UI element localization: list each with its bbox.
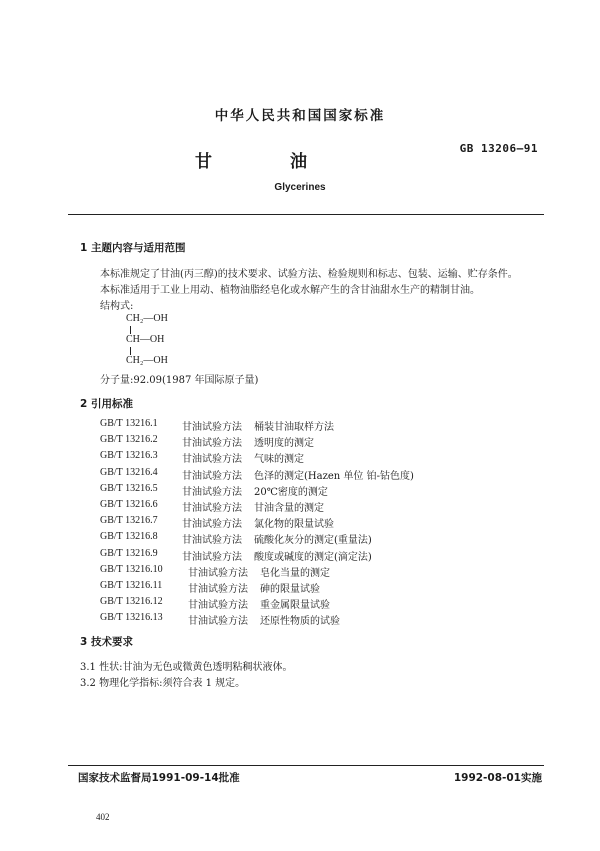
reference-method: 甘油试验方法 <box>182 503 242 514</box>
reference-item <box>100 499 520 513</box>
reference-method: 甘油试验方法 <box>182 551 242 563</box>
reference-name: 色泽的测定(Hazen 单位 铂-钴色度) <box>254 470 414 482</box>
reference-item <box>100 483 520 497</box>
structure-label: 结构式: <box>100 301 134 312</box>
reference-number: GB/T 13216.7 <box>100 515 158 527</box>
reference-number: GB/T 13216.13 <box>100 612 163 624</box>
reference-method: 甘油试验方法 <box>182 422 242 433</box>
structure-bond-2 <box>130 347 131 355</box>
reference-item <box>100 596 520 610</box>
reference-name: 桶装甘油取样方法 <box>254 422 334 433</box>
reference-item <box>100 564 520 578</box>
reference-number: GB/T 13216.2 <box>100 434 158 446</box>
reference-method: 甘油试验方法 <box>188 616 248 628</box>
reference-number: GB/T 13216.3 <box>100 450 158 462</box>
reference-item <box>100 580 520 594</box>
title-char-2: 油 <box>290 152 307 172</box>
reference-name: 气味的测定 <box>254 454 304 466</box>
structure-line-3: CH₂—OH <box>126 355 168 366</box>
reference-method: 甘油试验方法 <box>188 600 248 612</box>
reference-name: 重金属限量试验 <box>260 600 330 612</box>
reference-method: 甘油试验方法 <box>188 584 248 595</box>
section-3-item-2: 3.2 物理化学指标:须符合表 1 规定。 <box>80 678 246 689</box>
reference-name: 砷的限量试验 <box>260 584 320 595</box>
reference-name: 还原性物质的试验 <box>260 616 340 628</box>
reference-item <box>100 434 520 448</box>
section-3-heading: 3 技术要求 <box>80 636 133 648</box>
reference-method: 甘油试验方法 <box>188 567 248 579</box>
reference-method: 甘油试验方法 <box>182 470 242 482</box>
section-1-paragraph-1: 本标准规定了甘油(丙三醇)的技术要求、试验方法、检验规则和标志、包装、运输、贮存条件。 <box>100 269 518 280</box>
header-divider <box>68 214 544 215</box>
reference-number: GB/T 13216.8 <box>100 531 158 543</box>
reference-number: GB/T 13216.11 <box>100 580 163 591</box>
reference-name: 甘油含量的测定 <box>254 503 324 514</box>
structure-line-2: CH—OH <box>126 334 165 345</box>
reference-number: GB/T 13216.4 <box>100 466 158 478</box>
section-2-heading: 2 引用标准 <box>80 398 133 410</box>
section-1-heading: 1 主题内容与适用范围 <box>80 242 186 254</box>
reference-name: 硫酸化灰分的测定(重量法) <box>254 535 372 547</box>
reference-number: GB/T 13216.10 <box>100 563 163 575</box>
section-1-paragraph-2: 本标准适用于工业上用动、植物油脂经皂化或水解产生的含甘油甜水生产的精制甘油。 <box>100 285 480 296</box>
approval-date: 国家技术监督局1991-09-14批准 <box>78 772 240 784</box>
reference-method: 甘油试验方法 <box>182 438 242 450</box>
structure-line-1: CH₂—OH <box>126 313 168 324</box>
page-title <box>195 147 307 172</box>
reference-method: 甘油试验方法 <box>182 519 242 531</box>
section-3-item-1: 3.1 性状:甘油为无色或微黄色透明粘稠状液体。 <box>80 662 293 673</box>
page-number: 402 <box>96 812 110 822</box>
english-title: Glycerines <box>274 182 326 193</box>
reference-number: GB/T 13216.5 <box>100 482 158 494</box>
reference-item <box>100 450 520 464</box>
reference-name: 皂化当量的测定 <box>260 567 330 579</box>
reference-number: GB/T 13216.1 <box>100 418 158 429</box>
structure-bond-1 <box>130 326 131 334</box>
reference-item <box>100 467 520 481</box>
reference-name: 酸度或碱度的测定(滴定法) <box>254 551 372 563</box>
reference-method: 甘油试验方法 <box>182 535 242 547</box>
reference-item <box>100 515 520 529</box>
reference-name: 透明度的测定 <box>254 438 314 450</box>
reference-item <box>100 612 520 626</box>
footer-divider <box>68 765 544 766</box>
reference-method: 甘油试验方法 <box>182 486 242 498</box>
reference-number: GB/T 13216.12 <box>100 596 163 608</box>
reference-name: 氯化物的限量试验 <box>254 519 334 531</box>
reference-number: GB/T 13216.6 <box>100 499 158 510</box>
reference-number: GB/T 13216.9 <box>100 547 158 559</box>
reference-item <box>100 548 520 562</box>
title-char-1: 甘 <box>195 152 212 172</box>
reference-method: 甘油试验方法 <box>182 454 242 466</box>
molecular-weight: 分子量:92.09(1987 年国际原子量) <box>100 375 259 386</box>
reference-item <box>100 531 520 545</box>
issuing-organization: 中华人民共和国国家标准 <box>214 108 386 124</box>
reference-item <box>100 418 520 432</box>
standard-code: GB 13206—91 <box>459 142 538 155</box>
reference-name: 20℃密度的测定 <box>254 486 328 498</box>
implementation-date: 1992-08-01实施 <box>453 772 542 784</box>
